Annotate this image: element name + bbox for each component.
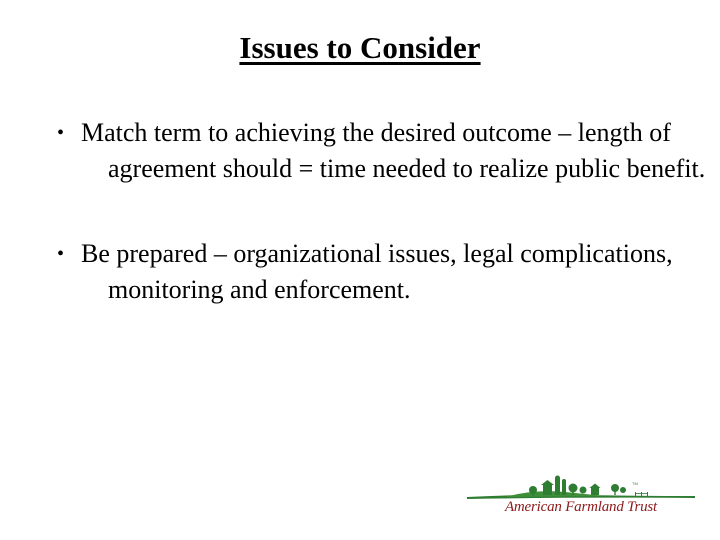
slide-title: Issues to Consider <box>239 30 481 65</box>
bullet-text: Match term to achieving the desired outcome – length of agreement should = time needed to realize public benefit. <box>81 118 706 183</box>
bullet-item-term <box>30 115 710 186</box>
bullet-icon: • <box>57 122 65 144</box>
farm-landscape-icon <box>465 470 697 500</box>
bullet-item-prepared <box>30 236 710 307</box>
logo-text: American Farmland Trust <box>504 499 658 515</box>
bullet-text: Be prepared – organizational issues, legal complications, monitoring and enforcement. <box>81 239 673 304</box>
american-farmland-trust-logo <box>465 470 697 522</box>
bullet-icon: • <box>57 243 65 265</box>
bullet-list <box>30 115 710 307</box>
svg-text:TM: TM <box>632 481 638 486</box>
